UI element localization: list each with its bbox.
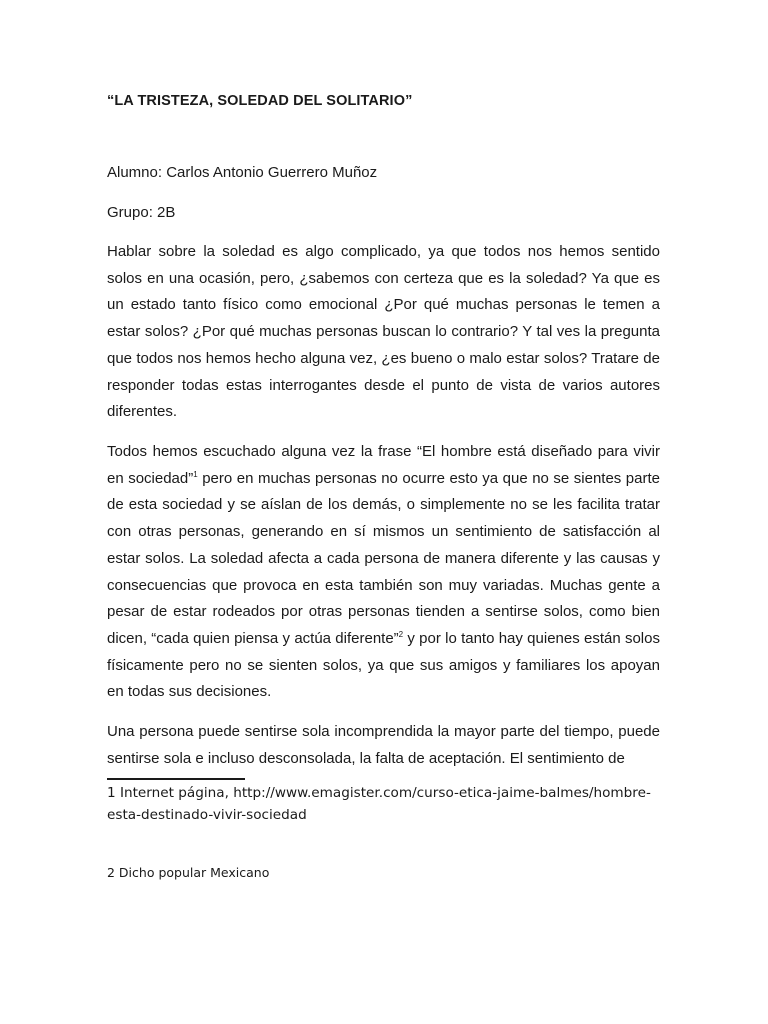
student-group: Grupo: 2B (107, 204, 176, 221)
paragraph-society-text-1: Todos hemos escuchado alguna vez la frase “El hombre está diseñado para vivir en sociedad” (107, 443, 660, 487)
footnote-separator (107, 778, 245, 780)
paragraph-loneliness: Una persona puede sentirse sola incomprendida la mayor parte del tiempo, puede sentirse sola e incluso desconsolada, la falta de aceptación. El sentimiento de (107, 723, 660, 767)
paragraph-intro: Hablar sobre la soledad es algo complicado, ya que todos nos hemos sentido solos en una ocasión, pero, ¿sabemos con certeza que es la soledad? Ya que es un estado tanto físico como emocional ¿Por qué muchas personas le temen a estar solos? ¿Por qué muchas personas buscan lo contrario? Y tal ves la pregunta que todos nos hemos hecho alguna vez, ¿es bueno o malo estar solos? Tratare de responder todas estas interrogantes desde el punto de vista de varios autores diferentes. (107, 243, 660, 421)
footnote-ref-1: 1 (193, 469, 198, 479)
footnote-2: 2 Dicho popular Mexicano (107, 865, 270, 880)
paragraph-society-text-2: pero en muchas personas no ocurre esto ya que no se sientes parte de esta sociedad y se aíslan de los demás, o simplemente no se les facilita tratar con otras personas, generando en sí mismos un sentimiento de satisfacción al estar solos. La soledad afecta a cada persona de manera diferente y las causas y consecuencias que provoca en esta también son muy variadas. Muchas gente a pesar de estar rodeados por otras personas tienden a sentirse solos, como bien dicen, “cada quien piensa y actúa diferente” (107, 469, 660, 647)
footnote-ref-2: 2 (398, 629, 404, 639)
document-title: “LA TRISTEZA, SOLEDAD DEL SOLITARIO” (107, 93, 413, 109)
paragraph-society (107, 439, 660, 706)
footnote-1: 1 Internet página, http://www.emagister.com/curso-etica-jaime-balmes/hombre-esta-destinado-vivir-sociedad (107, 785, 651, 823)
paragraph-society-text-3: y por lo tanto hay quienes están solos físicamente pero no se sienten solos, ya que sus amigos y familiares los apoyan en todas sus decisiones. (107, 629, 660, 701)
student-name: Alumno: Carlos Antonio Guerrero Muñoz (107, 164, 378, 181)
